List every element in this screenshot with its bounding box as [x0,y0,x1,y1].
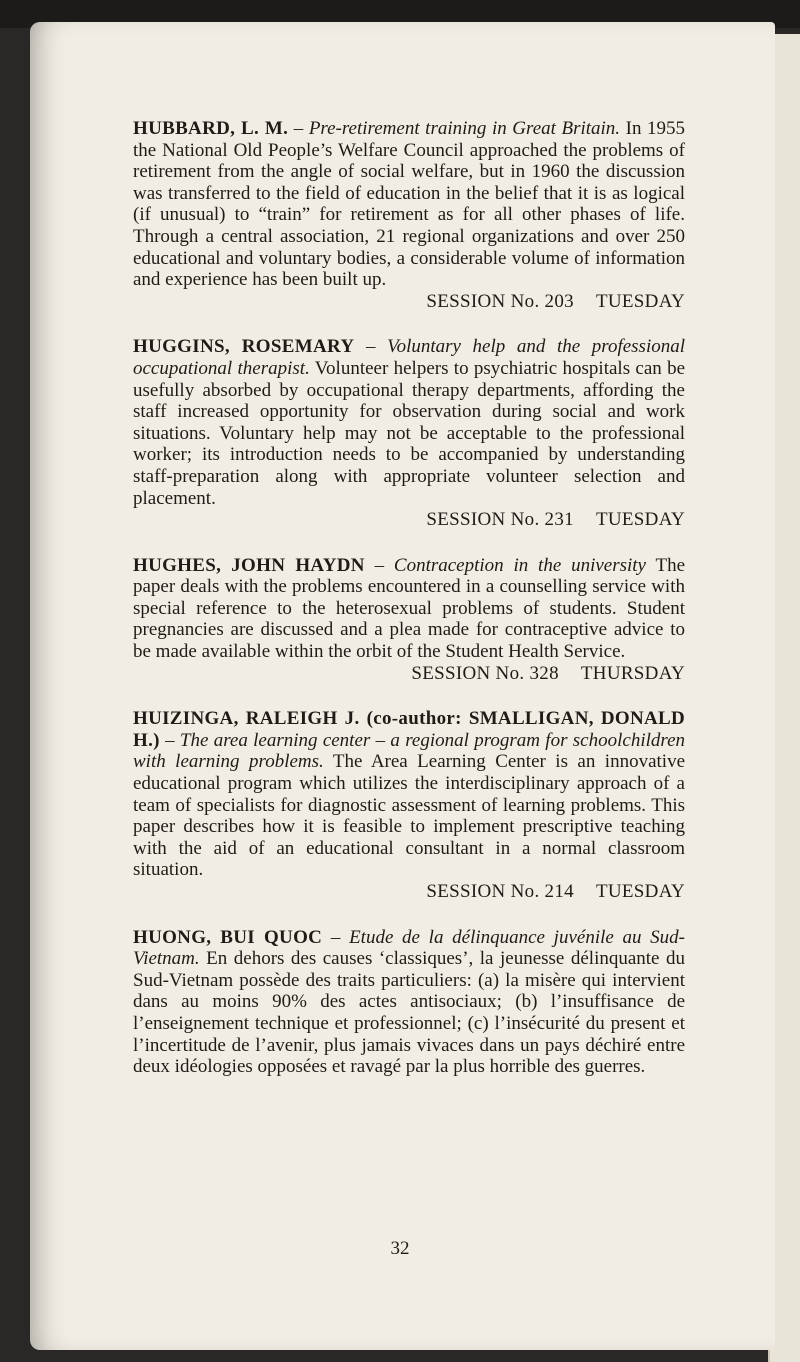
separator: – [364,554,394,576]
session-line [133,509,685,531]
entry-text [133,927,685,1078]
paper-title: Contraception in the university [393,554,646,576]
abstract-body: The Area Learning Center is an innovative educational program which utilizes the interdisciplinary approach of a team of specialists for diagnostic assessment of learning problems. This paper describes how it is feasible to implement prescriptive teaching with the aid of an educational consultant in a normal classroom situation. [133,751,685,881]
abstract-entry [133,708,685,902]
paper-title: Voluntary help and the professional occupational therapist. [133,336,686,379]
abstract-body: The paper deals with the problems encountered in a counselling service with special reference to the heterosexual problems of students. Student pregnancies are discussed and a plea made for contraceptive advice to be made available within the orbit of the Student Health Service. [133,554,686,663]
entry-text [133,336,685,509]
separator: – [322,926,350,948]
abstract-entry [133,927,685,1078]
paper-title: Pre-retirement training in Great Britain. [308,118,621,139]
author-name: HUGHES, JOHN HAYDN [133,554,365,576]
session-line [133,291,685,313]
session-number: SESSION No. 203 [426,290,574,312]
author-name: HUIZINGA, RALEIGH J. (co-author: SMALLIGAN, DONALD H.) [133,708,685,751]
abstract-entry [133,555,685,685]
author-name: HUGGINS, ROSEMARY [133,336,355,358]
entry-text [133,708,685,881]
session-number: SESSION No. 214 [426,881,574,902]
session-number: SESSION No. 231 [426,509,574,531]
page-content [133,118,685,1102]
abstract-entry [133,118,685,312]
paper-title: Etude de la délinquance juvénile au Sud-Vietnam. [133,926,685,970]
session-day: TUESDAY [595,881,685,902]
abstract-entry [133,336,685,530]
session-line [133,663,685,685]
page-number: 32 [390,1238,410,1259]
entry-text [133,555,685,663]
session-day: TUESDAY [595,509,685,531]
author-name: HUONG, BUI QUOC [133,926,323,948]
separator: – [159,729,180,751]
separator: – [288,118,309,139]
session-line [133,881,685,903]
abstract-body: Volunteer helpers to psychiatric hospitals can be usefully absorbed by occupational therapy departments, affording the staff increased opportunity for observation during social and work situations. Voluntary help may not be acceptable to the professional worker; its introduction needs to be accompanied by understanding staff-preparation along with appropriate volunteer selection and placement. [133,357,685,509]
abstract-body: In 1955 the National Old People’s Welfare Council approached the problems of retirement from the angle of social welfare, but in 1960 the discussion was transferred to the field of education in the belief that it is as logical (if unusual) to “train” for retirement as for all other phases of life. Through a central association, 21 regional organizations and over 250 educational and voluntary bodies, a considerable volume of information and experience has been built up. [133,118,686,291]
session-day: TUESDAY [595,290,685,312]
session-day: THURSDAY [580,662,685,684]
abstract-body: En dehors des causes ‘classiques’, la jeunesse délinquante du Sud-Vietnam possède des traits particuliers: (a) la misère qui intervient dans au moins 90% des actes antisociaux; (b) l’insuffisance de l’enseignement technique et professionnel; (c) l’insécurité du present et l’incertitude de l’avenir, plus jamais vivaces dans un pays déchiré entre deux idéologies opposées et ravagé par la plus horrible des guerres. [133,948,685,1078]
session-number: SESSION No. 328 [411,662,559,684]
separator: – [354,336,388,358]
author-name: HUBBARD, L. M. [133,118,289,139]
entry-text [133,118,685,291]
paper-title: The area learning center – a regional program for schoolchildren with learning problems. [133,729,686,773]
